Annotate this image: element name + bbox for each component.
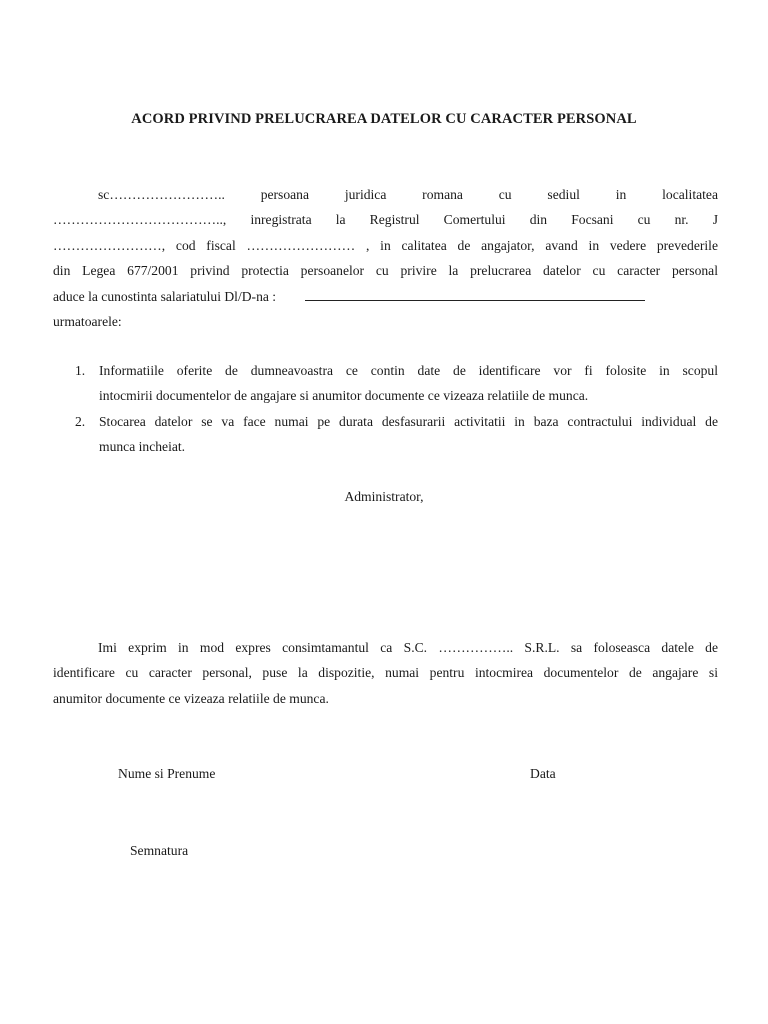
intro-line-6: urmatoarele: [53,314,122,330]
intro-paragraph [53,182,718,334]
list-item [53,409,718,460]
intro-line-3: ……………………, cod fiscal …………………… , in calitatea de angajator, avand in vedere prevederile [53,237,718,253]
list-item-line: Informatiile oferite de dumneavoastra ce contin date de identificare vor fi folosite in scopul [99,363,718,378]
intro-line-4: din Legea 677/2001 privind protectia persoanelor cu privire la prelucrarea datelor cu caracter personal [53,263,718,279]
consent-line-3: anumitor documente ce vizeaza relatiile de munca. [53,690,329,706]
list-item-line: Stocarea datelor se va face numai pe durata desfasurarii activitatii in baza contractului individual de [99,413,718,429]
intro-line-5 [53,284,718,309]
intro-line-2: ……………………………….., inregistrata la Registrul Comertului din Focsani cu nr. J [53,212,718,228]
intro-line-1: sc…………………….. persoana juridica romana cu sediul in localitatea [98,187,718,202]
list-item-number: 1. [75,363,86,378]
document-title: ACORD PRIVIND PRELUCRAREA DATELOR CU CARACTER PERSONAL [131,111,637,127]
name-label: Nume si Prenume [118,766,216,781]
list-item [53,358,718,409]
list-item-line: munca incheiat. [99,439,186,455]
consent-paragraph [53,635,718,711]
list-item-line: intocmirii documentelor de angajare si anumitor documente ce vizeaza relatiile de munca. [99,388,589,404]
intro-line-5-text: aduce la cunostinta salariatului Dl/D-na : [53,288,277,304]
date-label: Data [530,766,556,781]
list-item-number: 2. [75,413,86,429]
terms-list [53,358,718,460]
administrator-label: Administrator, [344,489,424,504]
consent-line-1: Imi exprim in mod expres consimtamantul ca S.C. …………….. S.R.L. sa foloseasca datele de [98,640,718,655]
signature-label: Semnatura [130,843,189,858]
consent-line-2: identificare cu caracter personal, puse la dispozitie, numai pentru intocmirea documentelor de angajare si [53,665,718,681]
employee-name-blank-line [305,288,645,301]
